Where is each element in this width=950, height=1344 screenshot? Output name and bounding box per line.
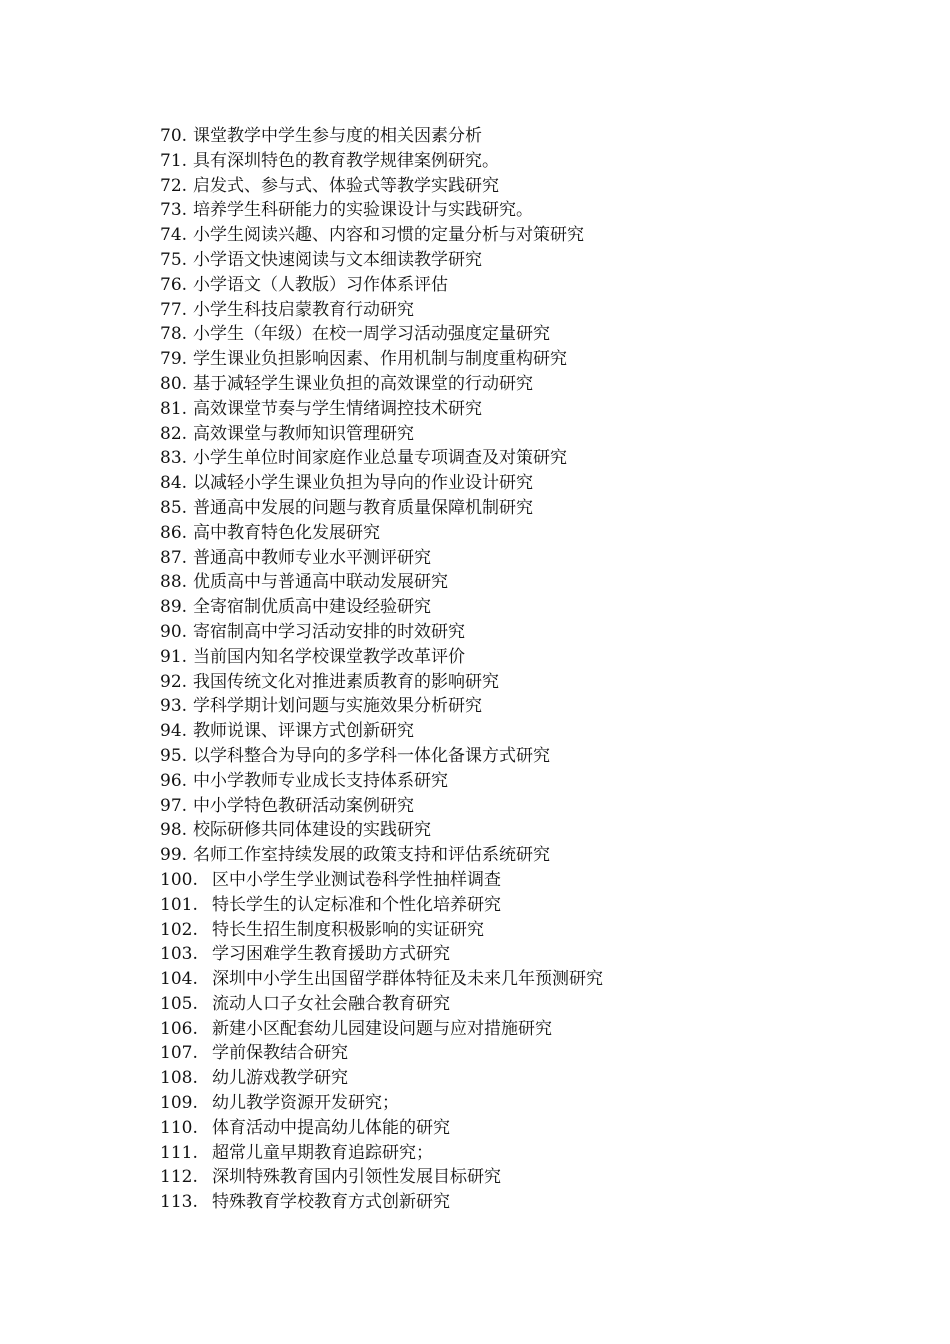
- item-number: 112.: [160, 1167, 198, 1188]
- list-item: [160, 322, 880, 347]
- item-text: 小学生科技启蒙教育行动研究: [193, 299, 414, 320]
- item-text: 幼儿教学资源开发研究；: [212, 1093, 399, 1114]
- item-number: 80.: [160, 373, 188, 394]
- list-item: [160, 893, 880, 918]
- list-item: [160, 273, 880, 298]
- item-number: 73.: [160, 200, 188, 221]
- item-text: 新建小区配套幼儿园建设问题与应对措施研究: [212, 1018, 552, 1039]
- item-text: 流动人口子女社会融合教育研究: [212, 993, 450, 1014]
- item-text: 全寄宿制优质高中建设经验研究: [193, 597, 431, 618]
- list-item: [160, 1141, 880, 1166]
- item-number: 90.: [160, 621, 188, 642]
- list-item: [160, 694, 880, 719]
- item-text: 培养学生科研能力的实验课设计与实践研究。: [193, 200, 533, 221]
- list-item: [160, 124, 880, 149]
- item-number: 75.: [160, 249, 188, 270]
- item-number: 96.: [160, 770, 188, 791]
- item-text: 课堂教学中学生参与度的相关因素分析: [193, 126, 482, 146]
- list-item: [160, 546, 880, 571]
- item-text: 特长学生的认定标准和个性化培养研究: [212, 894, 501, 915]
- list-item: [160, 198, 880, 223]
- item-number: 105.: [160, 993, 198, 1014]
- item-number: 89.: [160, 597, 188, 618]
- list-item: [160, 223, 880, 248]
- item-number: 104.: [160, 969, 198, 990]
- item-text: 校际研修共同体建设的实践研究: [193, 820, 431, 841]
- item-number: 91.: [160, 646, 188, 667]
- list-item: [160, 769, 880, 794]
- list-item: [160, 521, 880, 546]
- item-text: 寄宿制高中学习活动安排的时效研究: [193, 621, 465, 642]
- item-number: 76.: [160, 274, 188, 295]
- item-number: 87.: [160, 547, 188, 568]
- list-item: [160, 372, 880, 397]
- item-text: 学生课业负担影响因素、作用机制与制度重构研究: [193, 349, 567, 370]
- item-text: 高效课堂与教师知识管理研究: [193, 423, 414, 444]
- item-text: 深圳特殊教育国内引领性发展目标研究: [212, 1167, 501, 1188]
- list-item: [160, 471, 880, 496]
- list-item: [160, 967, 880, 992]
- item-number: 103.: [160, 944, 198, 965]
- item-text: 当前国内知名学校课堂教学改革评价: [193, 646, 465, 667]
- list-item: [160, 1041, 880, 1066]
- item-number: 70.: [160, 126, 188, 146]
- item-number: 83.: [160, 448, 188, 469]
- list-item: [160, 595, 880, 620]
- list-item: [160, 422, 880, 447]
- list-item: [160, 248, 880, 273]
- item-text: 以减轻小学生课业负担为导向的作业设计研究: [193, 473, 533, 494]
- list-item: [160, 1116, 880, 1141]
- item-number: 92.: [160, 671, 188, 692]
- item-text: 超常儿童早期教育追踪研究；: [212, 1142, 433, 1163]
- list-item: [160, 347, 880, 372]
- item-text: 深圳中小学生出国留学群体特征及未来几年预测研究: [212, 969, 603, 990]
- list-item: [160, 1165, 880, 1190]
- item-number: 93.: [160, 696, 188, 717]
- item-text: 特长生招生制度积极影响的实证研究: [212, 919, 484, 940]
- list-item: [160, 794, 880, 819]
- item-number: 88.: [160, 572, 188, 593]
- list-item: [160, 446, 880, 471]
- item-text: 启发式、参与式、体验式等教学实践研究: [193, 175, 499, 196]
- item-number: 101.: [160, 894, 198, 915]
- list-item: [160, 1017, 880, 1042]
- item-text: 普通高中教师专业水平测评研究: [193, 547, 431, 568]
- item-number: 77.: [160, 299, 188, 320]
- item-number: 82.: [160, 423, 188, 444]
- item-number: 72.: [160, 175, 188, 196]
- list-item: [160, 397, 880, 422]
- item-number: 110.: [160, 1117, 198, 1138]
- item-text: 教师说课、评课方式创新研究: [193, 721, 414, 742]
- item-text: 中小学特色教研活动案例研究: [193, 795, 414, 816]
- item-text: 小学语文（人教版）习作体系评估: [193, 274, 448, 295]
- list-item: [160, 818, 880, 843]
- item-number: 78.: [160, 324, 188, 345]
- item-number: 109.: [160, 1093, 198, 1114]
- list-item: [160, 670, 880, 695]
- item-number: 94.: [160, 721, 188, 742]
- list-item: [160, 174, 880, 199]
- list-item: [160, 868, 880, 893]
- item-number: 74.: [160, 225, 188, 246]
- list-item: [160, 1066, 880, 1091]
- item-text: 小学生阅读兴趣、内容和习惯的定量分析与对策研究: [193, 225, 584, 246]
- item-text: 特殊教育学校教育方式创新研究: [212, 1192, 450, 1213]
- item-number: 102.: [160, 919, 198, 940]
- list-item: [160, 992, 880, 1017]
- list-item: [160, 942, 880, 967]
- item-number: 81.: [160, 398, 188, 419]
- item-text: 名师工作室持续发展的政策支持和评估系统研究: [193, 845, 550, 866]
- item-text: 普通高中发展的问题与教育质量保障机制研究: [193, 497, 533, 518]
- item-text: 以学科整合为导向的多学科一体化备课方式研究: [193, 745, 550, 766]
- research-topic-list: [160, 124, 880, 1215]
- item-text: 具有深圳特色的教育教学规律案例研究。: [193, 150, 499, 171]
- list-item: [160, 570, 880, 595]
- item-text: 体育活动中提高幼儿体能的研究: [212, 1117, 450, 1138]
- item-number: 85.: [160, 497, 188, 518]
- list-item: [160, 620, 880, 645]
- list-item: [160, 719, 880, 744]
- item-number: 106.: [160, 1018, 198, 1039]
- item-number: 84.: [160, 473, 188, 494]
- item-text: 小学生单位时间家庭作业总量专项调查及对策研究: [193, 448, 567, 469]
- item-text: 学前保教结合研究: [212, 1043, 348, 1064]
- list-item: [160, 298, 880, 323]
- item-number: 71.: [160, 150, 188, 171]
- item-text: 学科学期计划问题与实施效果分析研究: [193, 696, 482, 717]
- item-text: 我国传统文化对推进素质教育的影响研究: [193, 671, 499, 692]
- list-item: [160, 1190, 880, 1215]
- list-item: [160, 496, 880, 521]
- item-number: 86.: [160, 522, 188, 543]
- item-number: 113.: [160, 1192, 198, 1213]
- item-number: 99.: [160, 845, 188, 866]
- item-text: 学习困难学生教育援助方式研究: [212, 944, 450, 965]
- list-item: [160, 149, 880, 174]
- item-text: 高效课堂节奏与学生情绪调控技术研究: [193, 398, 482, 419]
- list-item: [160, 645, 880, 670]
- item-number: 107.: [160, 1043, 198, 1064]
- item-number: 79.: [160, 349, 188, 370]
- item-text: 中小学教师专业成长支持体系研究: [193, 770, 448, 791]
- item-number: 97.: [160, 795, 188, 816]
- list-item: [160, 843, 880, 868]
- item-text: 基于减轻学生课业负担的高效课堂的行动研究: [193, 373, 533, 394]
- list-item: [160, 1091, 880, 1116]
- item-text: 优质高中与普通高中联动发展研究: [193, 572, 448, 593]
- item-number: 108.: [160, 1068, 198, 1089]
- item-text: 区中小学生学业测试卷科学性抽样调查: [212, 869, 501, 890]
- item-number: 98.: [160, 820, 188, 841]
- item-number: 111.: [160, 1142, 198, 1163]
- item-text: 小学语文快速阅读与文本细读教学研究: [193, 249, 482, 270]
- item-number: 95.: [160, 745, 188, 766]
- list-item: [160, 744, 880, 769]
- item-text: 幼儿游戏教学研究: [212, 1068, 348, 1089]
- item-text: 高中教育特色化发展研究: [193, 522, 380, 543]
- list-item: [160, 918, 880, 943]
- item-text: 小学生（年级）在校一周学习活动强度定量研究: [193, 324, 550, 345]
- item-number: 100.: [160, 869, 198, 890]
